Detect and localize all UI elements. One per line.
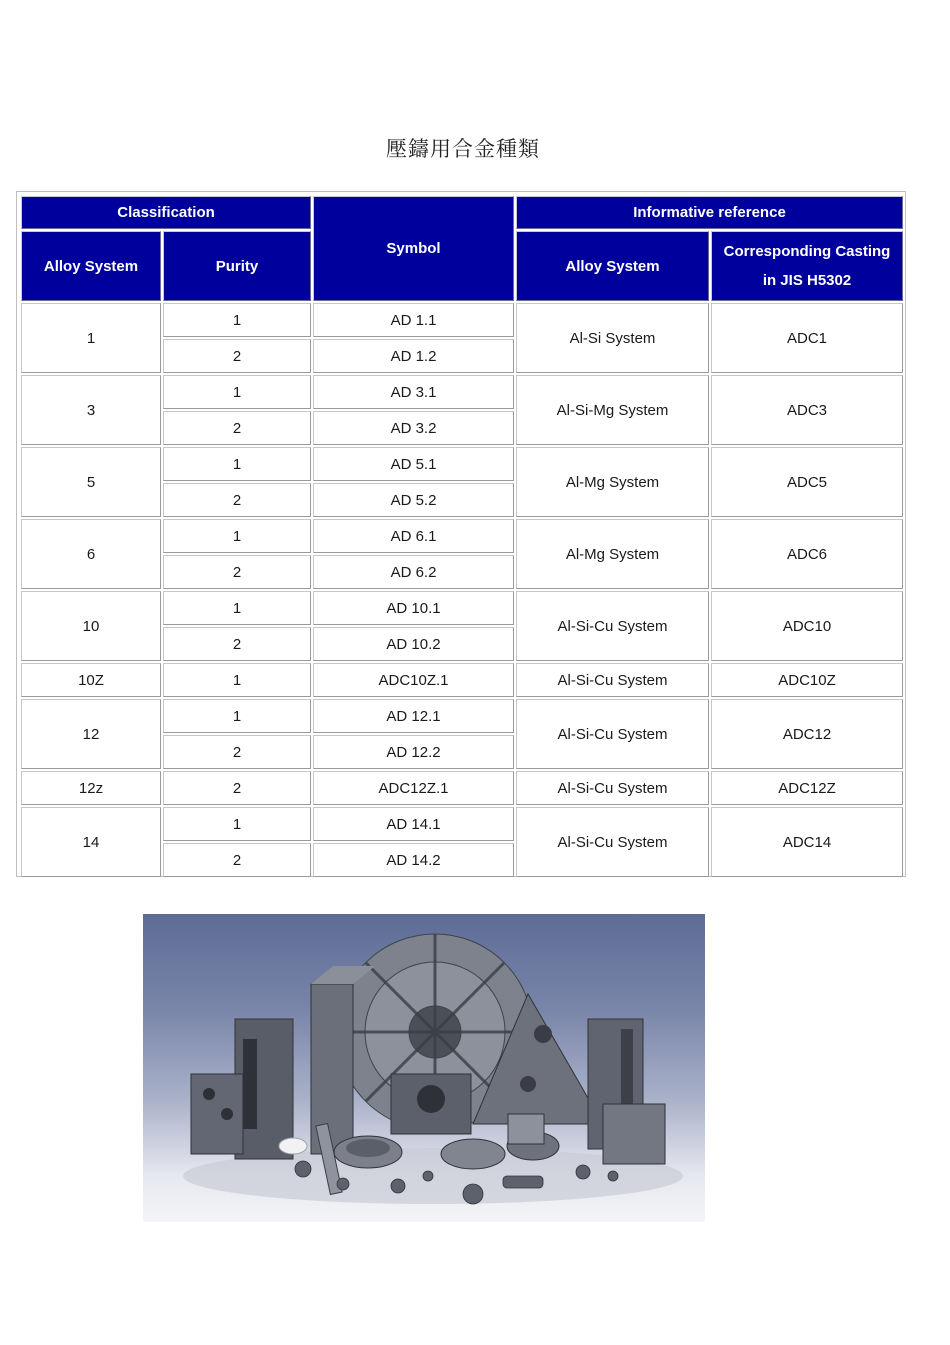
cell-system: Al-Mg System [516, 519, 709, 589]
table-row [21, 807, 903, 841]
cell-symbol: AD 6.2 [313, 555, 514, 589]
cell-purity: 1 [163, 699, 311, 733]
cell-symbol: AD 1.2 [313, 339, 514, 373]
cell-symbol: AD 1.1 [313, 303, 514, 337]
cell-system: Al-Mg System [516, 447, 709, 517]
header-casting-line2: in JIS H5302 [762, 272, 852, 289]
cell-alloy: 12 [21, 699, 161, 769]
cell-symbol: AD 5.2 [313, 483, 514, 517]
cell-system: Al-Si-Cu System [516, 699, 709, 769]
header-ref-alloy-system: Alloy System [516, 231, 709, 301]
table-row [21, 303, 903, 337]
cell-purity: 2 [163, 771, 311, 805]
cell-purity: 1 [163, 663, 311, 697]
table-row [21, 699, 903, 733]
cell-purity: 2 [163, 339, 311, 373]
cell-purity: 2 [163, 843, 311, 877]
cell-symbol: AD 5.1 [313, 447, 514, 481]
cell-alloy: 12z [21, 771, 161, 805]
cell-symbol: AD 10.2 [313, 627, 514, 661]
table-row [21, 519, 903, 553]
cell-casting: ADC6 [711, 519, 903, 589]
cell-purity: 2 [163, 555, 311, 589]
table-row [21, 771, 903, 805]
cell-casting: ADC14 [711, 807, 903, 877]
header-alloy-system: Alloy System [21, 231, 161, 301]
cell-symbol: AD 14.2 [313, 843, 514, 877]
cell-symbol: ADC12Z.1 [313, 771, 514, 805]
header-symbol: Symbol [313, 196, 514, 301]
alloy-table-frame [16, 191, 906, 877]
cell-purity: 1 [163, 375, 311, 409]
cell-purity: 2 [163, 411, 311, 445]
cell-purity: 1 [163, 519, 311, 553]
cell-symbol: AD 14.1 [313, 807, 514, 841]
cell-alloy: 14 [21, 807, 161, 877]
cell-casting: ADC10Z [711, 663, 903, 697]
header-purity: Purity [163, 231, 311, 301]
header-informative-reference: Informative reference [516, 196, 903, 229]
cell-casting: ADC1 [711, 303, 903, 373]
header-corresponding-casting [711, 231, 903, 301]
cell-purity: 1 [163, 303, 311, 337]
cell-system: Al-Si-Mg System [516, 375, 709, 445]
page-title: 壓鑄用合金種類 [386, 137, 540, 161]
cell-alloy: 3 [21, 375, 161, 445]
table-row [21, 663, 903, 697]
cell-system: Al-Si-Cu System [516, 771, 709, 805]
cell-purity: 1 [163, 447, 311, 481]
cell-symbol: ADC10Z.1 [313, 663, 514, 697]
cell-symbol: AD 12.2 [313, 735, 514, 769]
cell-alloy: 10Z [21, 663, 161, 697]
die-cast-parts-photo [143, 914, 705, 1222]
cell-alloy: 5 [21, 447, 161, 517]
cell-alloy: 1 [21, 303, 161, 373]
cell-casting: ADC12 [711, 699, 903, 769]
cell-casting: ADC10 [711, 591, 903, 661]
cell-purity: 2 [163, 735, 311, 769]
cell-symbol: AD 3.1 [313, 375, 514, 409]
table-row [21, 447, 903, 481]
cell-purity: 2 [163, 627, 311, 661]
header-casting-line1: Corresponding Casting [723, 243, 891, 260]
cell-alloy: 10 [21, 591, 161, 661]
cell-purity: 1 [163, 807, 311, 841]
table-row [21, 591, 903, 625]
cell-symbol: AD 12.1 [313, 699, 514, 733]
die-cast-parts-illustration [143, 914, 705, 1222]
cell-symbol: AD 10.1 [313, 591, 514, 625]
table-row [21, 375, 903, 409]
cell-system: Al-Si-Cu System [516, 807, 709, 877]
cell-system: Al-Si System [516, 303, 709, 373]
cell-purity: 2 [163, 483, 311, 517]
header-classification: Classification [21, 196, 311, 229]
cell-system: Al-Si-Cu System [516, 591, 709, 661]
cell-casting: ADC3 [711, 375, 903, 445]
cell-symbol: AD 6.1 [313, 519, 514, 553]
cell-casting: ADC5 [711, 447, 903, 517]
alloy-table [19, 194, 905, 879]
cell-symbol: AD 3.2 [313, 411, 514, 445]
cell-casting: ADC12Z [711, 771, 903, 805]
cell-purity: 1 [163, 591, 311, 625]
cell-alloy: 6 [21, 519, 161, 589]
cell-system: Al-Si-Cu System [516, 663, 709, 697]
